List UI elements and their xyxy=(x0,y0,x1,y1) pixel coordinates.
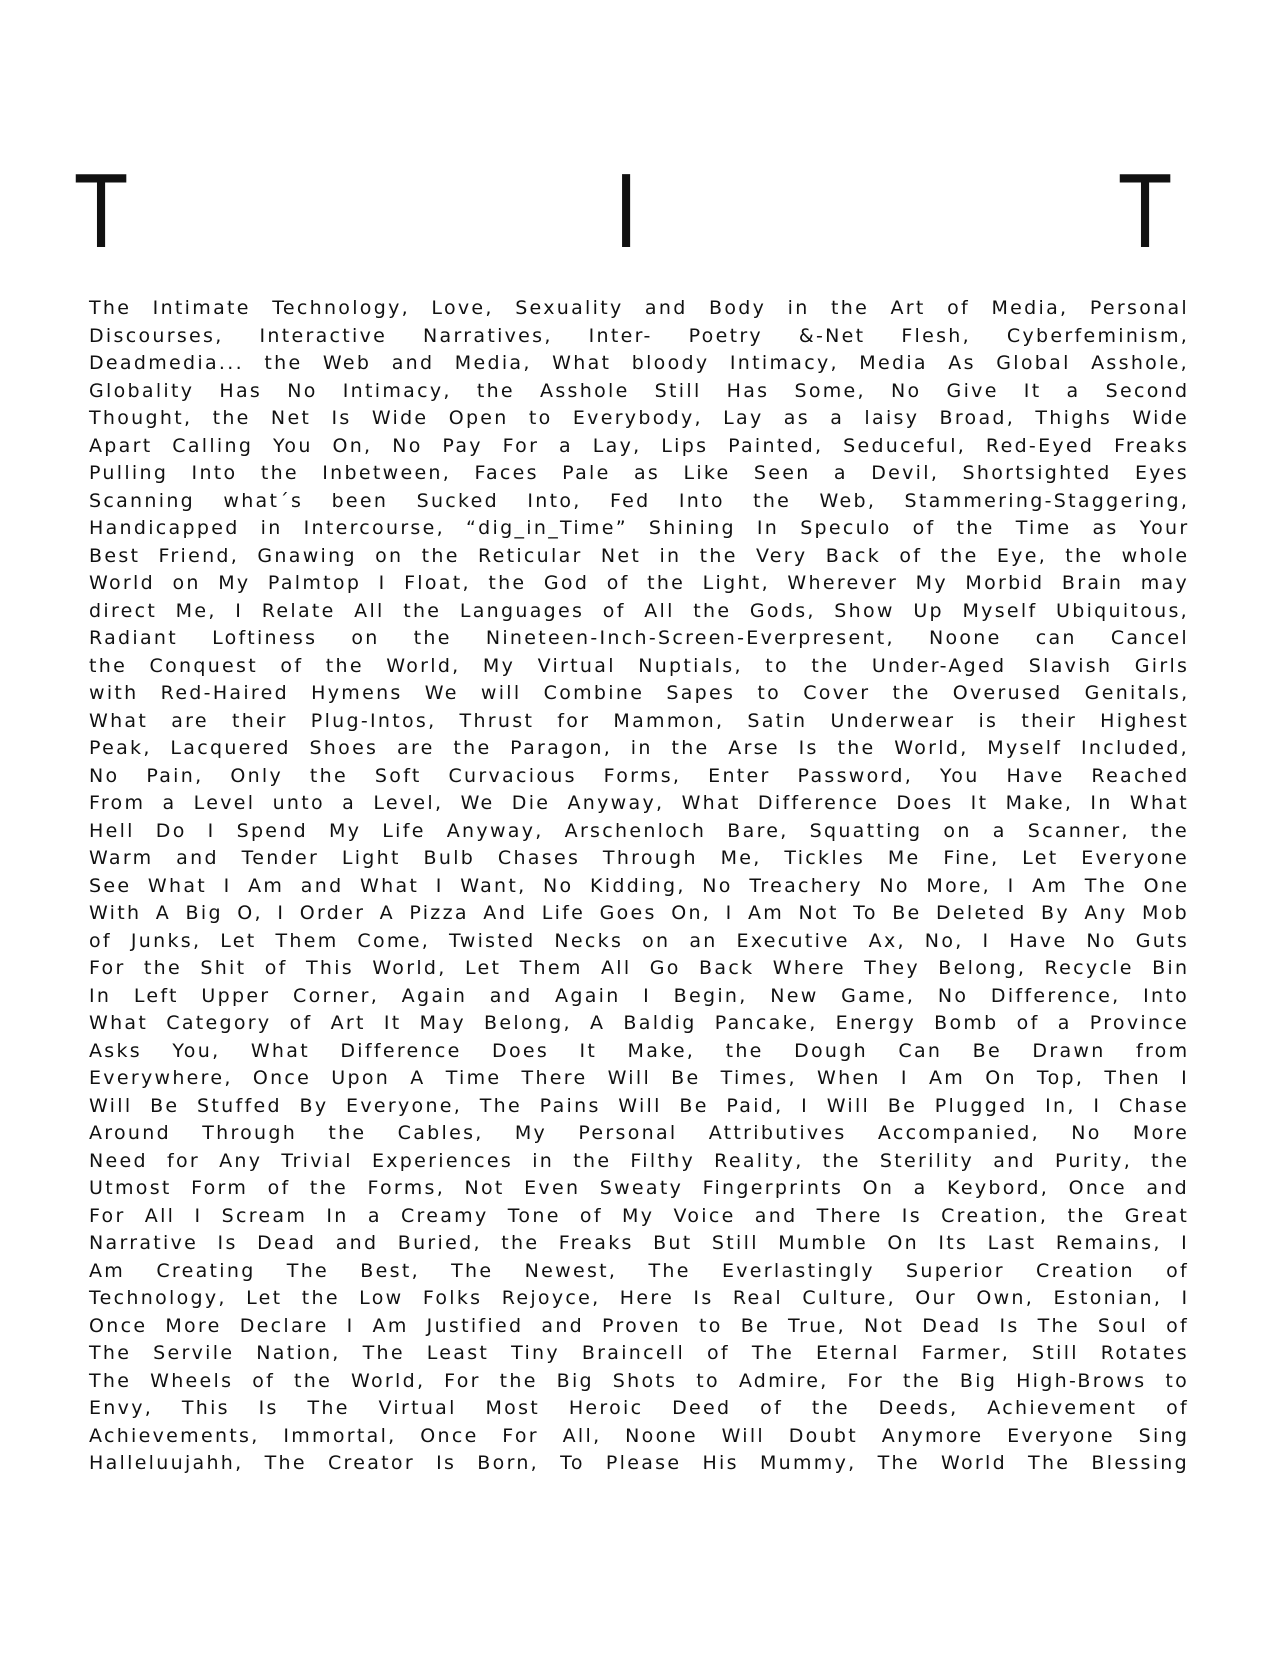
title-letter-t-first: T xyxy=(76,154,127,271)
body-line: What are their Plug-Intos, Thrust for Mammon, Satin Underwear is their Highest xyxy=(89,709,1189,732)
title-letter-i: I xyxy=(614,154,639,271)
body-line: Discourses, Interactive Narratives, Inter- Poetry &-Net Flesh, Cyberfeminism, xyxy=(89,324,1190,347)
body-text xyxy=(89,295,1189,1478)
body-line: Technology, Let the Low Folks Rejoyce, Here Is Real Culture, Our Own, Estonian, I xyxy=(89,1287,1190,1309)
body-line: Handicapped in Intercourse, “dig_in_Time” Shining In Speculo of the Time as Your xyxy=(89,517,1190,539)
body-line: What Category of Art It May Belong, A Baldig Pancake, Energy Bomb of a Province xyxy=(89,1012,1190,1034)
body-line: Peak, Lacquered Shoes are the Paragon, in the Arse Is the World, Myself Included, xyxy=(89,737,1189,759)
body-line: Halleluujahh, The Creator Is Born, To Please His Mummy, The World The Blessing xyxy=(89,1452,1189,1474)
body-line: Deadmedia... the Web and Media, What bloody Intimacy, Media As Global Asshole, xyxy=(89,352,1189,374)
body-line: The Wheels of the World, For the Big Shots to Admire, For the Big High-Brows to xyxy=(89,1369,1189,1392)
body-line: For the Shit of This World, Let Them All Go Back Where They Belong, Recycle Bin xyxy=(89,957,1190,979)
body-line: In Left Upper Corner, Again and Again I Begin, New Game, No Difference, Into xyxy=(89,984,1189,1007)
body-line: the Conquest of the World, My Virtual Nuptials, to the Under-Aged Slavish Girls xyxy=(89,654,1190,677)
body-line: The Intimate Technology, Love, Sexuality and Body in the Art of Media, Personal xyxy=(89,297,1189,319)
body-line: Around Through the Cables, My Personal Attributives Accompanied, No More xyxy=(89,1122,1190,1144)
body-line: Scanning what´s been Sucked Into, Fed Into the Web, Stammering-Staggering, xyxy=(89,489,1190,512)
body-line: With A Big O, I Order A Pizza And Life Goes On, I Am Not To Be Deleted By Any Mob xyxy=(89,902,1189,924)
body-line: From a Level unto a Level, We Die Anyway, What Difference Does It Make, In What xyxy=(89,792,1189,814)
body-line: direct Me, I Relate All the Languages of All the Gods, Show Up Myself Ubiquitous, xyxy=(89,599,1189,622)
body-line: Best Friend, Gnawing on the Reticular Net in the Very Back of the Eye, the whole xyxy=(89,544,1190,567)
body-line: Narrative Is Dead and Buried, the Freaks But Still Mumble On Its Last Remains, I xyxy=(89,1232,1189,1254)
body-line: Need for Any Trivial Experiences in the Filthy Reality, the Sterility and Purity, the xyxy=(89,1149,1190,1172)
body-line: Achievements, Immortal, Once For All, Noone Will Doubt Anymore Everyone Sing xyxy=(89,1424,1190,1447)
body-line: Asks You, What Difference Does It Make, the Dough Can Be Drawn from xyxy=(89,1039,1190,1062)
body-line: No Pain, Only the Soft Curvacious Forms, Enter Password, You Have Reached xyxy=(89,764,1190,787)
body-line: Apart Calling You On, No Pay For a Lay, Lips Painted, Seduceful, Red-Eyed Freaks xyxy=(89,434,1190,457)
body-line: with Red-Haired Hymens We will Combine Sapes to Cover the Overused Genitals, xyxy=(89,682,1190,704)
body-line: Once More Declare I Am Justified and Proven to Be True, Not Dead Is The Soul of xyxy=(89,1314,1190,1337)
body-line: Utmost Form of the Forms, Not Even Sweaty Fingerprints On a Keybord, Once and xyxy=(89,1177,1189,1199)
body-line: World on My Palmtop I Float, the God of the Light, Wherever My Morbid Brain may xyxy=(89,572,1189,594)
body-line: Everywhere, Once Upon A Time There Will Be Times, When I Am On Top, Then I xyxy=(89,1067,1189,1089)
body-line: The Servile Nation, The Least Tiny Braincell of The Eternal Farmer, Still Rotates xyxy=(89,1342,1189,1364)
body-line: Warm and Tender Light Bulb Chases Through Me, Tickles Me Fine, Let Everyone xyxy=(89,847,1189,869)
body-line: Envy, This Is The Virtual Most Heroic Deed of the Deeds, Achievement of xyxy=(89,1397,1189,1419)
body-line: See What I Am and What I Want, No Kidding, No Treachery No More, I Am The One xyxy=(89,874,1190,897)
body-line: Will Be Stuffed By Everyone, The Pains Will Be Paid, I Will Be Plugged In, I Chase xyxy=(89,1094,1189,1117)
body-line: Thought, the Net Is Wide Open to Everybody, Lay as a laisy Broad, Thighs Wide xyxy=(89,407,1189,429)
body-line: of Junks, Let Them Come, Twisted Necks on an Executive Ax, No, I Have No Guts xyxy=(89,929,1190,952)
body-line: For All I Scream In a Creamy Tone of My Voice and There Is Creation, the Great xyxy=(89,1204,1190,1227)
body-line: Globality Has No Intimacy, the Asshole Still Has Some, No Give It a Second xyxy=(89,379,1190,402)
body-line: Pulling Into the Inbetween, Faces Pale as Like Seen a Devil, Shortsighted Eyes xyxy=(89,462,1189,484)
body-line: Hell Do I Spend My Life Anyway, Arschenloch Bare, Squatting on a Scanner, the xyxy=(89,819,1189,842)
page-title xyxy=(76,154,1186,271)
body-line: Am Creating The Best, The Newest, The Everlastingly Superior Creation of xyxy=(89,1259,1189,1282)
body-line: Radiant Loftiness on the Nineteen-Inch-Screen-Everpresent, Noone can Cancel xyxy=(89,627,1189,649)
title-letter-t-last: T xyxy=(1120,154,1171,271)
